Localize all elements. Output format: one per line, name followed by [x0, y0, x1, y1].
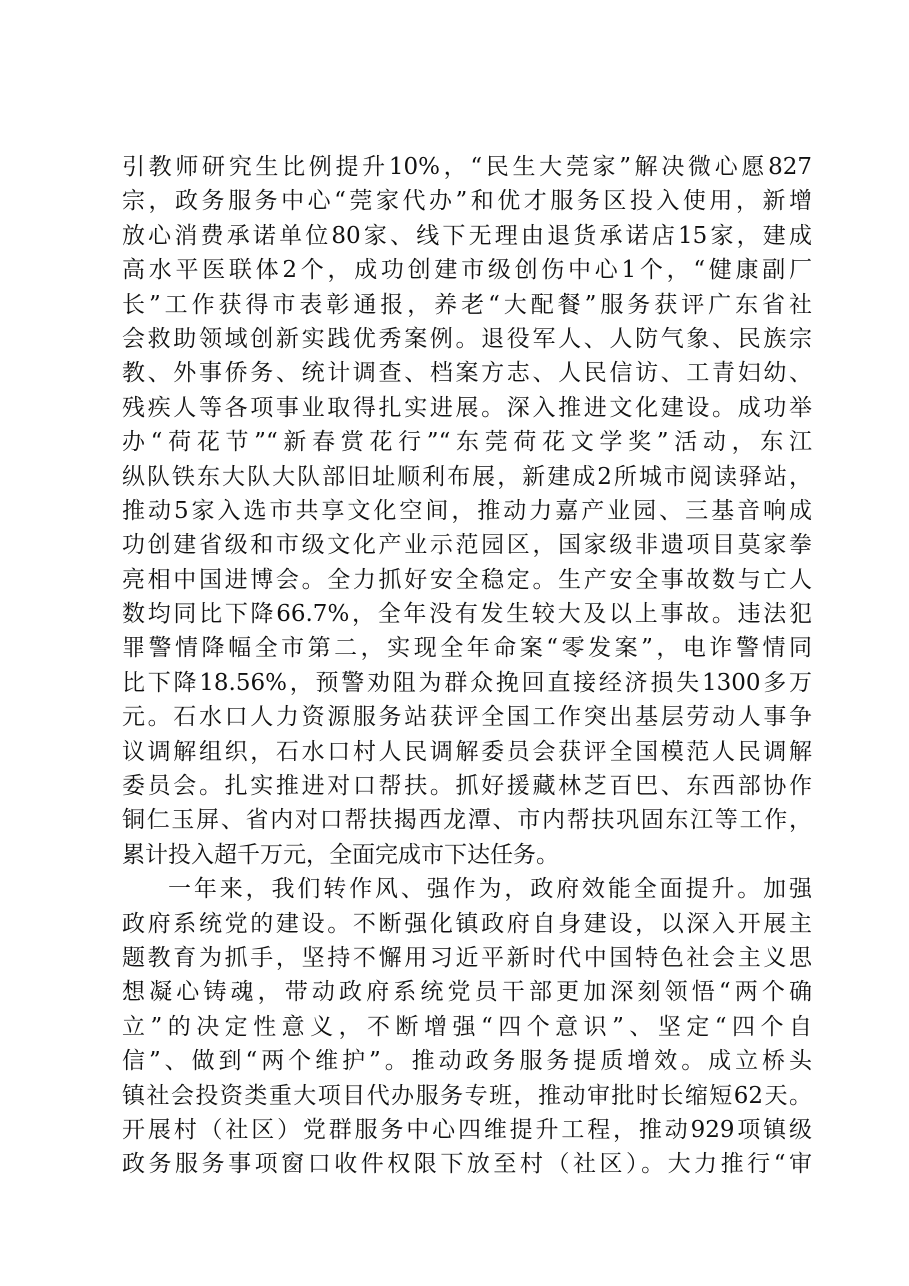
paragraph-first-line: 一年来，我们转作风、强作为，政府效能全面提升。加强	[168, 876, 812, 903]
text-line: 会救助领域创新实践优秀案例。退役军人、人防气象、民族宗	[122, 325, 812, 352]
text-line: 镇社会投资类重大项目代办服务专班，推动审批时长缩短62天。	[122, 1082, 812, 1109]
text-line: 办“荷花节”“新春赏花行”“东莞荷花文学奖”活动，东江	[122, 429, 812, 456]
text-line: 长”工作获得市表彰通报，养老“大配餐”服务获评广东省社	[122, 291, 812, 318]
text-line: 立”的决定性意义，不断增强“四个意识”、坚定“四个自	[122, 1013, 812, 1040]
text-line: 亮相中国进博会。全力抓好安全稳定。生产安全事故数与亡人	[122, 566, 812, 593]
text-line: 宗，政务服务中心“莞家代办”和优才服务区投入使用，新增	[122, 188, 812, 215]
text-line: 累计投入超千万元，全面完成市下达任务。	[122, 841, 559, 868]
text-line: 功创建省级和市级文化产业示范园区，国家级非遗项目莫家拳	[122, 532, 812, 559]
text-line: 政府系统党的建设。不断强化镇政府自身建设，以深入开展主	[122, 910, 812, 937]
text-line: 数均同比下降66.7%，全年没有发生较大及以上事故。违法犯	[122, 601, 812, 628]
body-text	[122, 150, 812, 1182]
text-line: 高水平医联体2个，成功创建市级创伤中心1个，“健康副厂	[122, 257, 812, 284]
text-line: 委员会。扎实推进对口帮扶。抓好援藏林芝百巴、东西部协作	[122, 773, 812, 800]
text-line: 元。石水口人力资源服务站获评全国工作突出基层劳动人事争	[122, 704, 812, 731]
text-line: 比下降18.56%，预警劝阻为群众挽回直接经济损失1300多万	[122, 669, 812, 696]
text-line: 推动5家入选市共享文化空间，推动力嘉产业园、三基音响成	[122, 497, 812, 524]
text-line: 信”、做到“两个维护”。推动政务服务提质增效。成立桥头	[122, 1048, 812, 1075]
text-line: 纵队铁东大队大队部旧址顺利布展，新建成2所城市阅读驿站，	[122, 463, 812, 490]
text-line: 罪警情降幅全市第二，实现全年命案“零发案”，电诈警情同	[122, 635, 812, 662]
text-line: 想凝心铸魂，带动政府系统党员干部更加深刻领悟“两个确	[122, 979, 812, 1006]
text-line: 铜仁玉屏、省内对口帮扶揭西龙潭、市内帮扶巩固东江等工作，	[122, 807, 812, 834]
text-line: 残疾人等各项事业取得扎实进展。深入推进文化建设。成功举	[122, 394, 812, 421]
text-line: 题教育为抓手，坚持不懈用习近平新时代中国特色社会主义思	[122, 944, 812, 971]
text-line: 教、外事侨务、统计调查、档案方志、人民信访、工青妇幼、	[122, 360, 812, 387]
text-line: 开展村（社区）党群服务中心四维提升工程，推动929项镇级	[122, 1116, 812, 1143]
text-line: 引教师研究生比例提升10%，“民生大莞家”解决微心愿827	[122, 154, 812, 180]
text-line: 议调解组织，石水口村人民调解委员会获评全国模范人民调解	[122, 738, 812, 765]
text-line: 放心消费承诺单位80家、线下无理由退货承诺店15家，建成	[122, 222, 812, 249]
text-line: 政务服务事项窗口收件权限下放至村（社区）。大力推行“审	[122, 1151, 812, 1178]
